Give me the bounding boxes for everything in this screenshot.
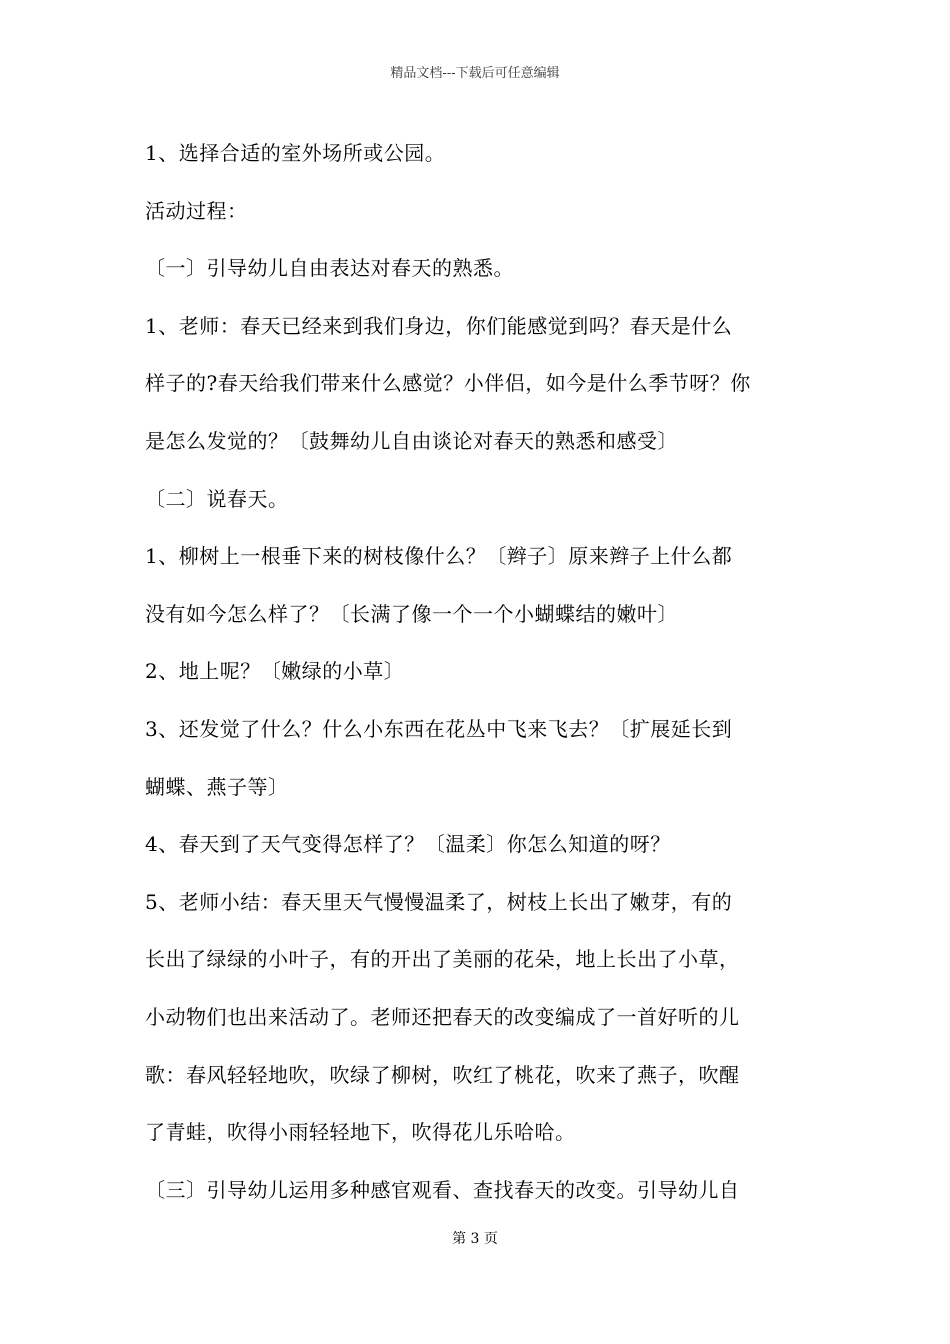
text-line: 〔二〕说春天。 <box>145 486 289 511</box>
text-line: 1、柳树上一根垂下来的树枝像什么？〔辫子〕原来辫子上什么都 <box>145 544 733 569</box>
text-line: 〔三〕引导幼儿运用多种感官观看、查找春天的改变。引导幼儿自 <box>145 1177 740 1202</box>
text-line: 没有如今怎么样了？〔长满了像一个一个小蝴蝶结的嫩叶〕 <box>145 601 678 626</box>
text-line: 长出了绿绿的小叶子，有的开出了美丽的花朵，地上长出了小草， <box>145 947 740 972</box>
page-number: 第 3 页 <box>452 1231 498 1247</box>
text-line: 蝴蝶、燕子等〕 <box>145 774 289 799</box>
text-line: 小动物们也出来活动了。老师还把春天的改变编成了一首好听的儿 <box>145 1004 740 1029</box>
text-line: 1、选择合适的室外场所或公园。 <box>145 141 446 165</box>
text-line: 3、还发觉了什么？什么小东西在花丛中飞来飞去？〔扩展延长到 <box>145 716 733 741</box>
text-line: 5、老师小结：春天里天气慢慢温柔了，树枝上长出了嫩芽，有的 <box>145 889 733 914</box>
text-line: 了青蛙，吹得小雨轻轻地下，吹得花儿乐哈哈。 <box>145 1120 576 1145</box>
text-line: 样子的?春天给我们带来什么感觉？小伴侣，如今是什么季节呀？你 <box>145 371 751 396</box>
page-header: 精品文档---下载后可任意编辑 <box>390 66 560 81</box>
text-line: 活动过程： <box>145 198 248 223</box>
text-line: 1、老师：春天已经来到我们身边，你们能感觉到吗？春天是什么 <box>145 313 733 338</box>
document-body <box>145 133 809 1227</box>
text-line: 2、地上呢？〔嫩绿的小草〕 <box>145 659 405 684</box>
text-line: 4、春天到了天气变得怎样了？〔温柔〕你怎么知道的呀？ <box>145 832 671 857</box>
text-line: 〔一〕引导幼儿自由表达对春天的熟悉。 <box>145 256 514 281</box>
text-line: 是怎么发觉的？〔鼓舞幼儿自由谈论对春天的熟悉和感受〕 <box>145 428 678 453</box>
text-line: 歌：春风轻轻地吹，吹绿了柳树，吹红了桃花，吹来了燕子，吹醒 <box>145 1062 740 1087</box>
